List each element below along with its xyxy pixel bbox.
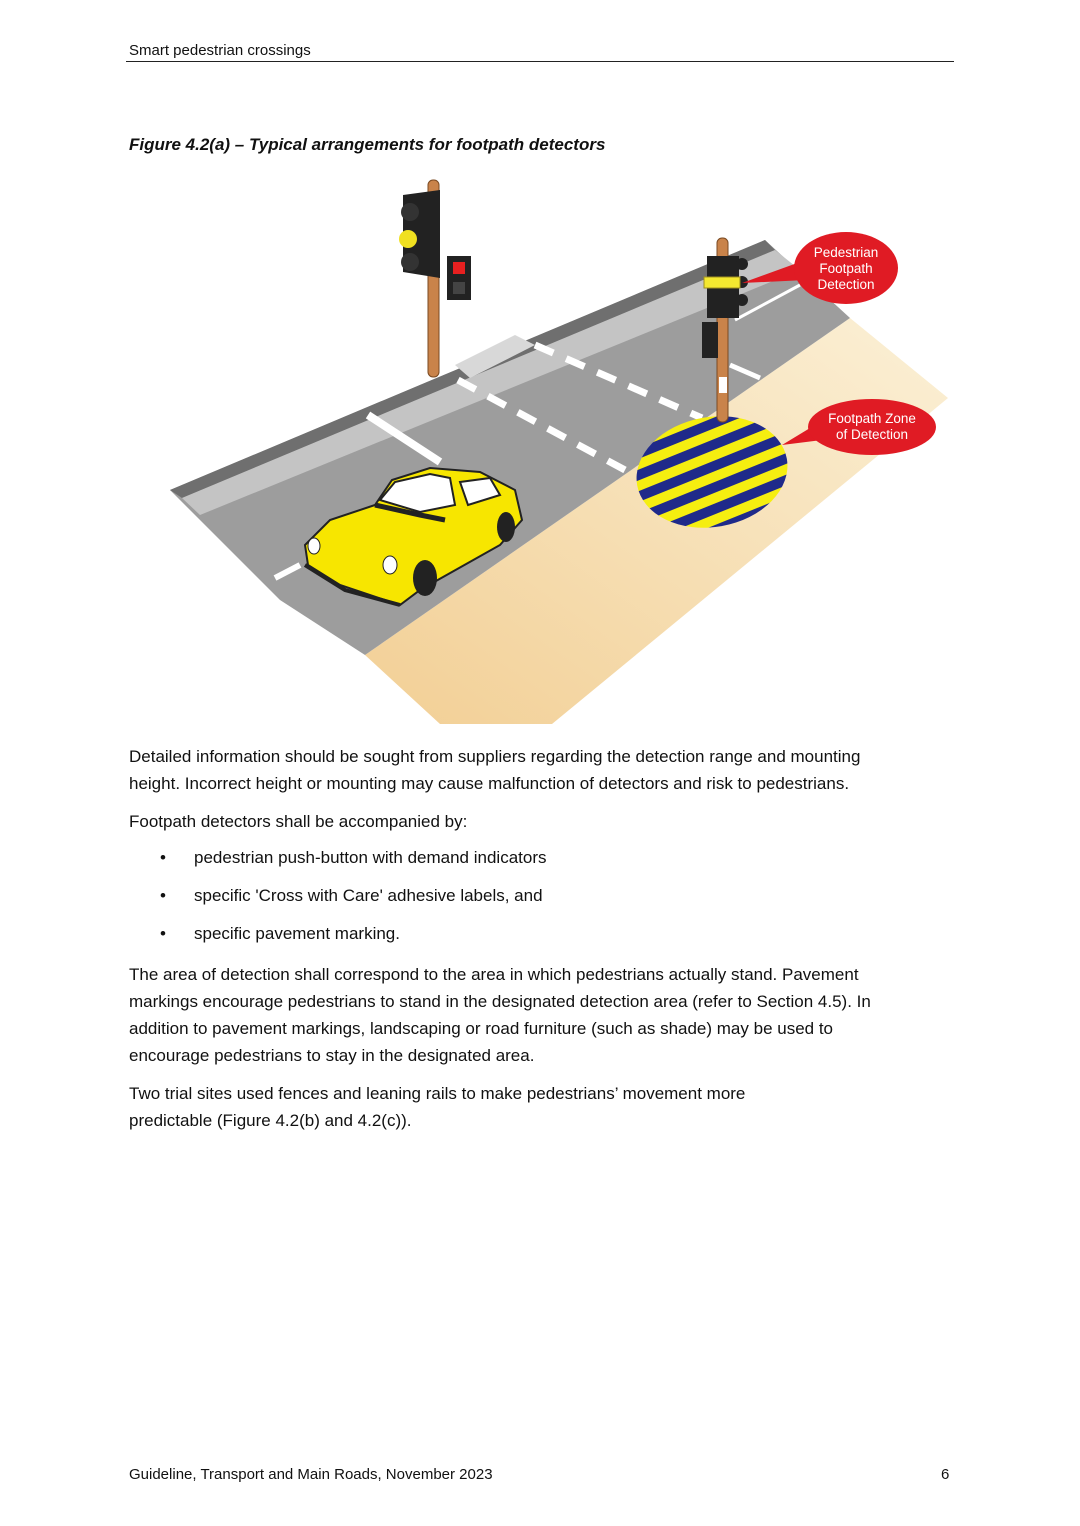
- header-rule: [126, 61, 954, 62]
- paragraph-detection-info: [129, 743, 949, 797]
- bullet-item: specific pavement marking.: [194, 924, 400, 943]
- text-line: markings encourage pedestrians to stand in the designated detection area (refer to Section 4.5). In: [129, 992, 871, 1011]
- bullet-icon: •: [160, 848, 166, 867]
- text-line: height. Incorrect height or mounting may cause malfunction of detectors and risk to pedestrians.: [129, 774, 850, 793]
- running-header: Smart pedestrian crossings: [129, 42, 311, 59]
- svg-text:Pedestrian: Pedestrian: [813, 245, 879, 260]
- bullet-icon: •: [160, 886, 166, 905]
- bullet-icon: •: [160, 924, 166, 943]
- svg-text:Footpath: Footpath: [819, 261, 873, 276]
- svg-text:Detection: Detection: [817, 277, 875, 292]
- text-line: predictable (Figure 4.2(b) and 4.2(c)).: [129, 1111, 412, 1130]
- svg-text:of Detection: of Detection: [835, 427, 909, 442]
- footpath-detector-illustration: [160, 175, 960, 730]
- svg-text:Footpath Zone: Footpath Zone: [828, 411, 916, 426]
- text-line: The area of detection shall correspond to the area in which pedestrians actually stand. Pavement: [129, 965, 859, 984]
- footpath-detector: [704, 277, 740, 288]
- text-line: encourage pedestrians to stay in the designated area.: [129, 1046, 535, 1065]
- bullet-item: specific 'Cross with Care' adhesive labels, and: [194, 886, 543, 905]
- bullet-item: pedestrian push-button with demand indicators: [194, 848, 547, 867]
- traffic-signal-left: [399, 180, 471, 377]
- footer-text: Guideline, Transport and Main Roads, November 2023: [129, 1466, 493, 1483]
- text-line: Detailed information should be sought from suppliers regarding the detection range and mounting: [129, 747, 861, 766]
- paragraph-accompanied: Footpath detectors shall be accompanied by:: [129, 812, 468, 831]
- text-line: addition to pavement markings, landscaping or road furniture (such as shade) may be used to: [129, 1019, 834, 1038]
- page-number: 6: [941, 1466, 950, 1483]
- figure-caption: Figure 4.2(a) – Typical arrangements for footpath detectors: [129, 135, 606, 154]
- paragraph-detection-area: [129, 961, 949, 1069]
- text-line: Two trial sites used fences and leaning rails to make pedestrians’ movement more: [129, 1084, 746, 1103]
- paragraph-trial-sites: [129, 1080, 949, 1134]
